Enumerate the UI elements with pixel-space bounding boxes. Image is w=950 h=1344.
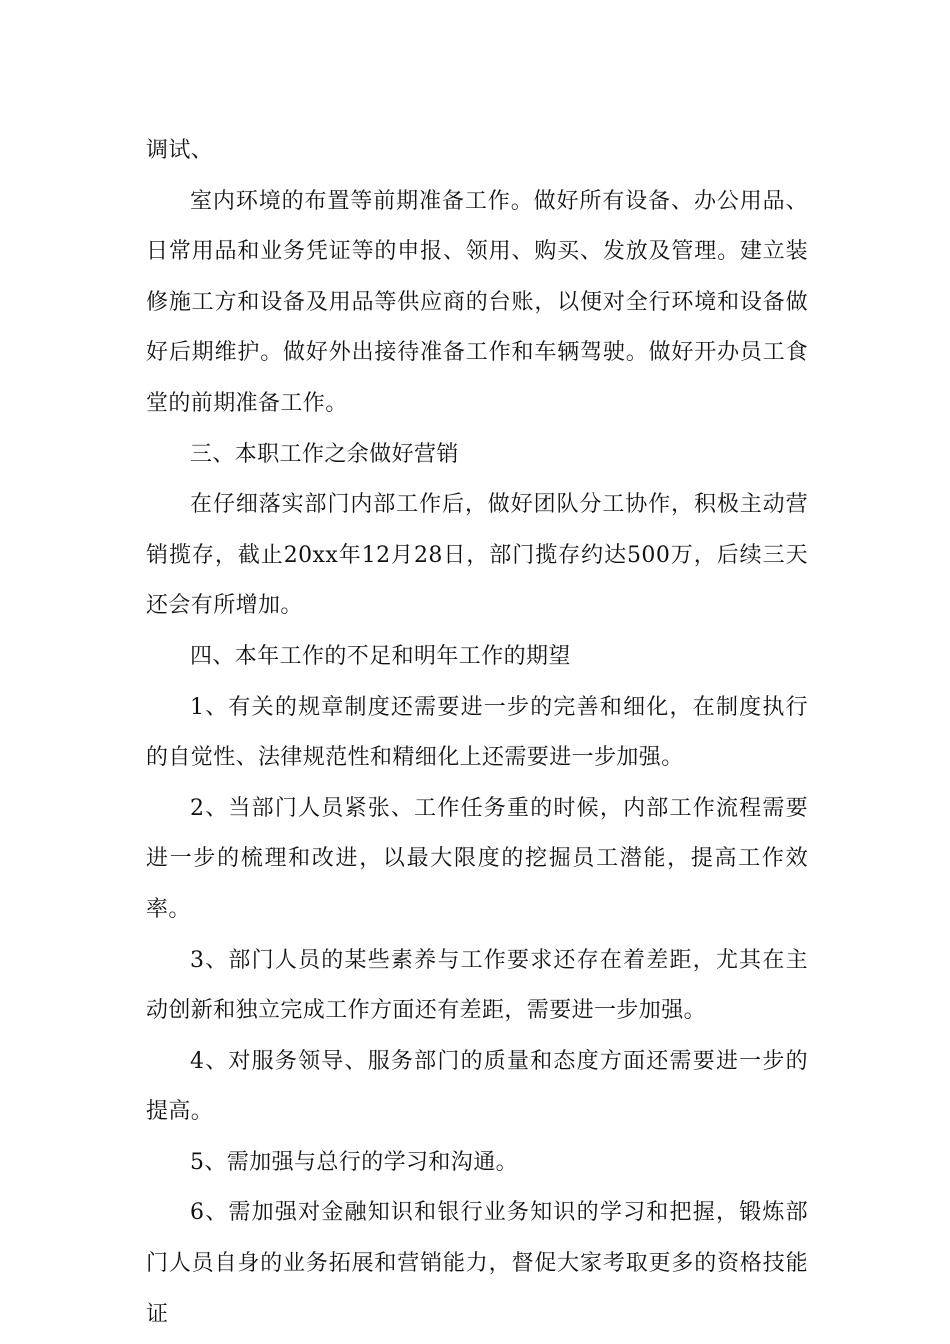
document-body [146,126,808,1340]
list-item-6: 6、需加强对金融知识和银行业务知识的学习和把握，锻炼部门人员自身的业务拓展和营销能力，督促大家考取更多的资格技能证 [146,1200,808,1327]
list-item-5: 5、需加强与总行的学习和沟通。 [190,1149,518,1175]
paragraph-preparation-work: 室内环境的布置等前期准备工作。做好所有设备、办公用品、日常用品和业务凭证等的申报、领用、购买、发放及管理。建立装修施工方和设备及用品等供应商的台账，以便对全行环境和设备做好后期维护。做好外出接待准备工作和车辆驾驶。做好开办员工食堂的前期准备工作。 [146,188,808,416]
list-item-1: 1、有关的规章制度还需要进一步的完善和细化，在制度执行的自觉性、法律规范性和精细化上还需要进一步加强。 [146,694,808,771]
list-item-2: 2、当部门人员紧张、工作任务重的时候，内部工作流程需要进一步的梳理和改进，以最大限度的挖掘员工潜能，提高工作效率。 [146,795,808,922]
list-item-3: 3、部门人员的某些素养与工作要求还存在着差距，尤其在主动创新和独立完成工作方面还有差距，需要进一步加强。 [146,947,808,1024]
paragraph-continuation: 调试、 [146,138,214,163]
paragraph-marketing: 在仔细落实部门内部工作后，做好团队分工协作，积极主动营销揽存，截止20xx年12月28日，部门揽存约达500万，后续三天还会有所增加。 [146,492,808,619]
section-heading-shortcomings: 四、本年工作的不足和明年工作的期望 [190,643,571,669]
list-item-4: 4、对服务领导、服务部门的质量和态度方面还需要进一步的提高。 [146,1048,808,1125]
section-heading-marketing: 三、本职工作之余做好营销 [190,441,459,467]
